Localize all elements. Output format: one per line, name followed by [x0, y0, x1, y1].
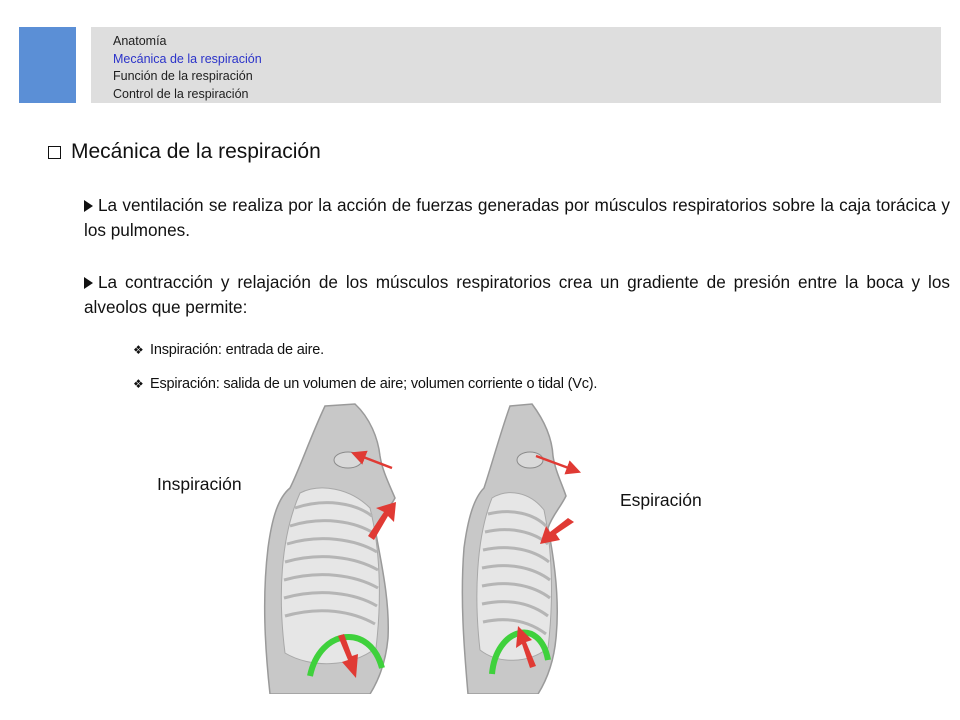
- paragraph-ventilacion: [84, 193, 950, 243]
- nav-item-funcion[interactable]: Función de la respiración: [113, 69, 253, 83]
- arrow-bullet-icon: [84, 277, 93, 289]
- sub-bullet-inspiracion: [133, 342, 324, 358]
- sub-bullet-inspiracion-text: Inspiración: entrada de aire.: [150, 342, 324, 358]
- section-title: [48, 140, 321, 164]
- section-title-text: Mecánica de la respiración: [71, 140, 321, 163]
- header-accent-block: [19, 27, 76, 103]
- diamond-bullet-icon: ❖: [133, 377, 144, 391]
- header-nav-list: [113, 33, 262, 103]
- sub-bullet-espiracion: [133, 376, 597, 392]
- paragraph-contraccion-text: La contracción y relajación de los músculos respiratorios crea un gradiente de presión entre la boca y los alveolos que permite:: [84, 272, 950, 317]
- nav-item-anatomia[interactable]: Anatomía: [113, 34, 167, 48]
- sub-bullet-espiracion-text: Espiración: salida de un volumen de aire; volumen corriente o tidal (Vc).: [150, 376, 598, 392]
- nav-item-mecanica[interactable]: Mecánica de la respiración: [113, 51, 262, 66]
- checkbox-bullet-icon: [48, 146, 61, 159]
- torso-inspiracion: [265, 404, 396, 694]
- paragraph-contraccion: [84, 270, 950, 320]
- breathing-illustration: [230, 398, 600, 694]
- diamond-bullet-icon: ❖: [133, 343, 144, 357]
- torso-espiracion: [462, 404, 574, 694]
- arrow-bullet-icon: [84, 200, 93, 212]
- paragraph-ventilacion-text: La ventilación se realiza por la acción de fuerzas generadas por músculos respiratorios sobre la caja torácica y los pulmones.: [84, 195, 950, 240]
- nav-item-control[interactable]: Control de la respiración: [113, 86, 249, 101]
- label-espiracion: Espiración: [620, 490, 702, 510]
- label-inspiracion: Inspiración: [157, 474, 242, 494]
